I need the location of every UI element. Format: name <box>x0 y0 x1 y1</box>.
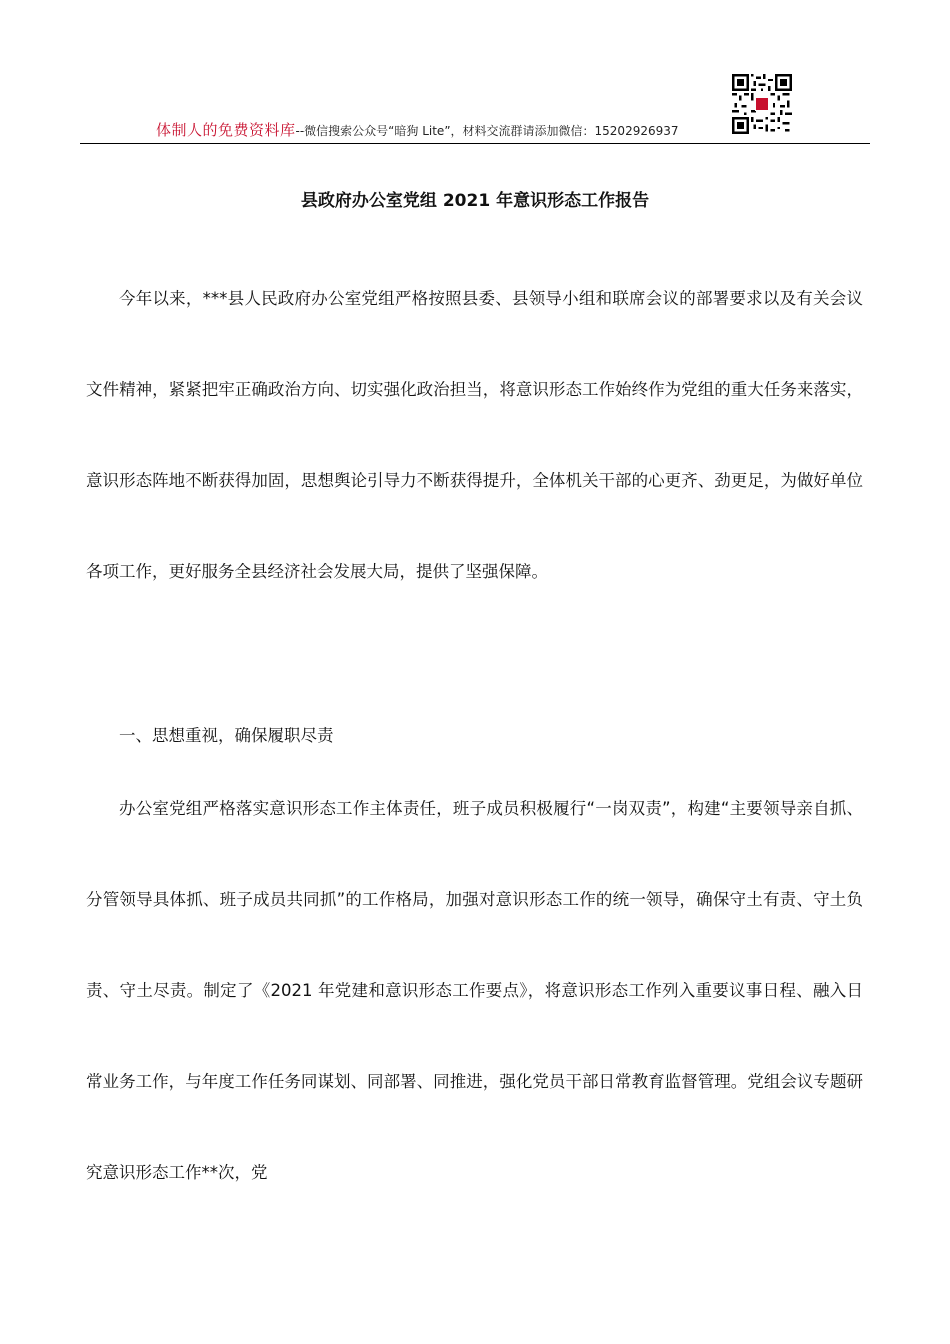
page-header <box>80 70 870 146</box>
section-heading-1: 一、思想重视，确保履职尽责 <box>119 726 334 745</box>
qr-code-icon <box>732 74 792 134</box>
paragraph-intro: 今年以来，***县人民政府办公室党组严格按照县委、县领导小组和联席会议的部署要求以及有关会议文件精神，紧紧把牢正确政治方向、切实强化政治担当，将意识形态工作始终作为党组的重大任务来落实，意识形态阵地不断获得加固，思想舆论引导力不断获得提升，全体机关干部的心更齐、劲更足，为做好单位各项工作，更好服务全县经济社会发展大局，提供了坚强保障。 <box>86 289 863 581</box>
header-divider <box>80 143 870 144</box>
header-tagline: --微信搜索公众号“暗狗 Lite”，材料交流群请添加微信：15202926937 <box>295 124 679 138</box>
document-title: 县政府办公室党组 2021 年意识形态工作报告 <box>300 191 650 211</box>
header-text <box>156 120 679 141</box>
brand-name: 体制人的免费资料库 <box>156 121 296 139</box>
paragraph-section-1: 办公室党组严格落实意识形态工作主体责任，班子成员积极履行“一岗双责”，构建“主要领导亲自抓、分管领导具体抓、班子成员共同抓”的工作格局，加强对意识形态工作的统一领导，确保守土有责、守土负责、守土尽责。制定了《2021 年党建和意识形态工作要点》，将意识形态工作列入重要议事日程、融入日常业务工作，与年度工作任务同谋划、同部署、同推进，强化党员干部日常教育监督管理。党组会议专题研究意识形态工作**次，党 <box>86 799 863 1182</box>
